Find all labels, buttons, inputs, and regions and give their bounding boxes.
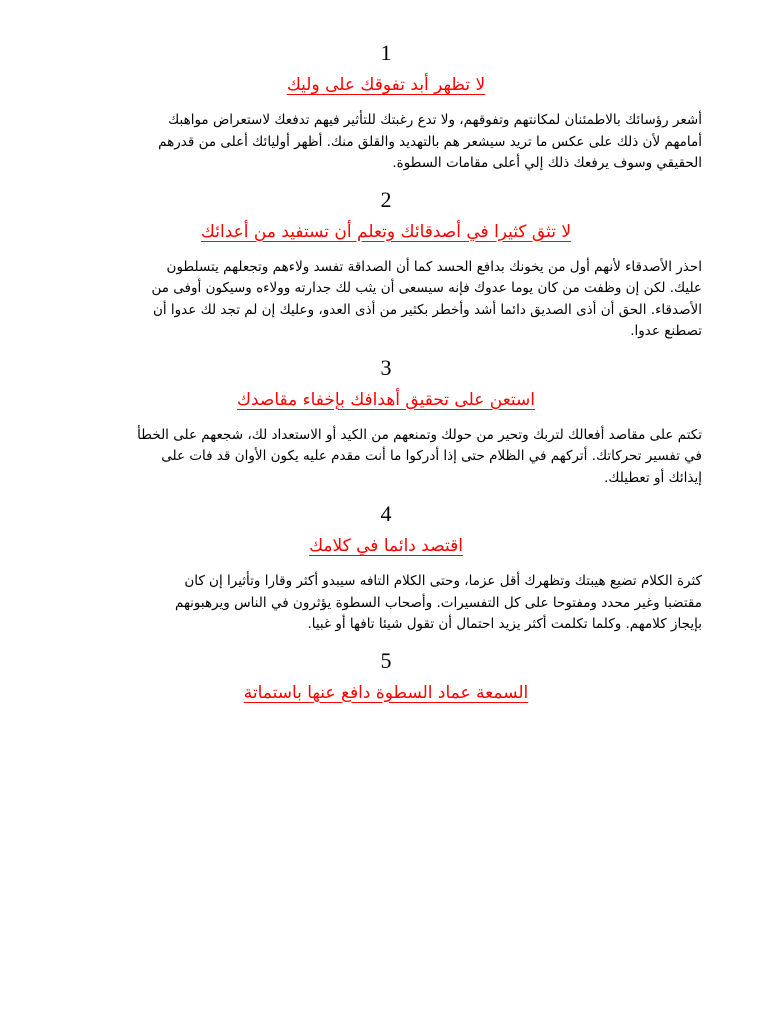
section-title: اقتصد دائما في كلامك: [309, 536, 463, 556]
body-line: في تفسير تحركاتك. أتركهم في الظلام حتى إذا أدركوا ما أنت مقدم عليه يكون الأوان قد فات على: [161, 448, 702, 464]
section-number: 1: [380, 40, 392, 65]
body-line: أمامهم لأن ذلك على عكس ما تريد سيشعر هم بالتهديد والقلق منك. أظهر أوليائك أعلى من قدرهم: [158, 133, 702, 150]
section-body: [70, 571, 702, 636]
section-number: 4: [380, 501, 392, 526]
section-number: 5: [380, 647, 392, 673]
section-5: [70, 646, 702, 706]
body-line: أشعر رؤسائك بالاطمئنان لمكانتهم وتفوقهم، ولا تدع رغبتك للتأثير فيهم تدفعك لاستعراض مواهبك: [168, 112, 702, 128]
section-number: 2: [380, 186, 392, 212]
section-2: [70, 185, 702, 343]
body-line: تكتم على مقاصد أفعالك لتربك وتحير من حولك وتمنعهم من الكيد أو الاستعداد لك، شجعهم على الخطأ: [137, 426, 702, 443]
section-3: [70, 353, 702, 490]
document-page: [70, 38, 702, 718]
body-line: احذر الأصدقاء لأنهم أول من يخونك بدافع الحسد كما أن الصداقة تفسد ولاءهم وتجعلهم يتسلطون: [166, 258, 702, 275]
body-line: كثرة الكلام تضيع هيبتك وتظهرك أقل عزما، وحتى الكلام التافه سيبدو أكثر وقارا وتأثيرا إن كان: [184, 573, 702, 589]
section-title: لا تظهر أبد تفوقك على وليك: [286, 75, 486, 95]
section-title: لا تثق كثيرا في أصدقائك وتعلم أن تستفيد من أعدائك: [200, 221, 572, 242]
section-body: [70, 257, 702, 343]
body-line: بإيجاز كلامهم. وكلما تكلمت أكثر يزيد احتمال أن تقول شيئا تافها أو غبيا.: [307, 616, 702, 632]
body-line: عليك. لكن إن وظفت من كان يوما عدوك فإنه سيسعى أن يثب لك جدارته وولاءه وسيكون أوفى من: [151, 280, 702, 296]
body-line: مقتضبا وغير محدد ومفتوحا على كل التفسيرات. وأصحاب السطوة يؤثرون في الناس ويرهبونهم: [174, 594, 702, 611]
section-1: [70, 38, 702, 175]
section-title: استعن على تحقيق أهدافك بإخفاء مقاصدك: [236, 389, 536, 410]
body-line: الحقيقي وسوف يرفعك ذلك إلي أعلى مقامات السطوة.: [392, 155, 702, 171]
body-line: تصطنع عدوا.: [630, 323, 702, 339]
section-title: السمعة عماد السطوة دافع عنها باستماتة: [243, 682, 529, 703]
section-4: [70, 499, 702, 636]
section-body: [70, 425, 702, 490]
section-number: 3: [380, 354, 392, 380]
body-line: الأصدقاء. الحق أن أذى الصديق دائما أشد وأخطر بكثير من أذى العدو، وعليك إن لم تجد لك عدوا أن: [152, 301, 702, 318]
section-body: [70, 110, 702, 175]
body-line: إيذائك أو تعطيلك.: [604, 469, 702, 486]
